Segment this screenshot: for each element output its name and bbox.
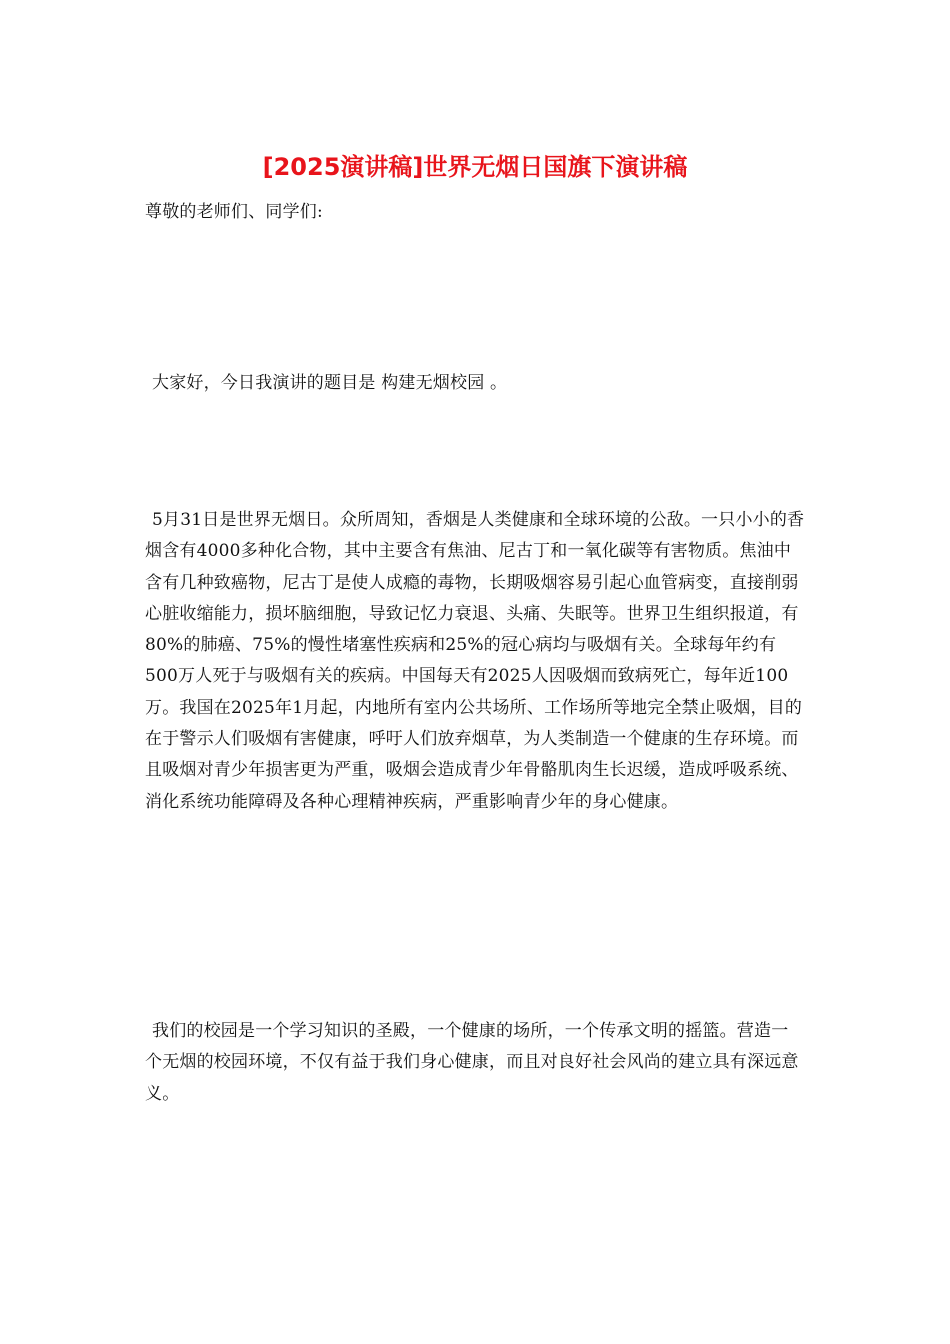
paragraph-intro: 大家好，今日我演讲的题目是 构建无烟校园 。 bbox=[152, 373, 508, 393]
paragraph-smoking-facts: 5月31日是世界无烟日。众所周知，香烟是人类健康和全球环境的公敌。一只小小的香烟含有4000多种化合物，其中主要含有焦油、尼古丁和一氧化碳等有害物质。焦油中含有几种致癌物，尼古丁是使人成瘾的毒物，长期吸烟容易引起心血管病变，直接削弱心脏收缩能力，损坏脑细胞，导致记忆力衰退、头痛、失眠等。世界卫生组织报道，有80%的肺癌、75%的慢性堵塞性疾病和25%的冠心病均与吸烟有关。全球每年约有500万人死于与吸烟有关的疾病。中国每天有2025人因吸烟而致病死亡，每年近100万。我国在2025年1月起，内地所有室内公共场所、工作场所等地完全禁止吸烟，目的在于警示人们吸烟有害健康，呼吁人们放弃烟草，为人类制造一个健康的生存环境。而且吸烟对青少年损害更为严重，吸烟会造成青少年骨骼肌肉生长迟缓，造成呼吸系统、消化系统功能障碍及各种心理精神疾病，严重影响青少年的身心健康。 bbox=[145, 510, 805, 812]
document-title: [2025演讲稿]世界无烟日国旗下演讲稿 bbox=[262, 153, 688, 181]
paragraph-campus: 我们的校园是一个学习知识的圣殿，一个健康的场所，一个传承文明的摇篮。营造一个无烟的校园环境，不仅有益于我们身心健康，而且对良好社会风尚的建立具有深远意义。 bbox=[145, 1021, 799, 1104]
greeting: 尊敬的老师们、同学们: bbox=[145, 202, 323, 222]
